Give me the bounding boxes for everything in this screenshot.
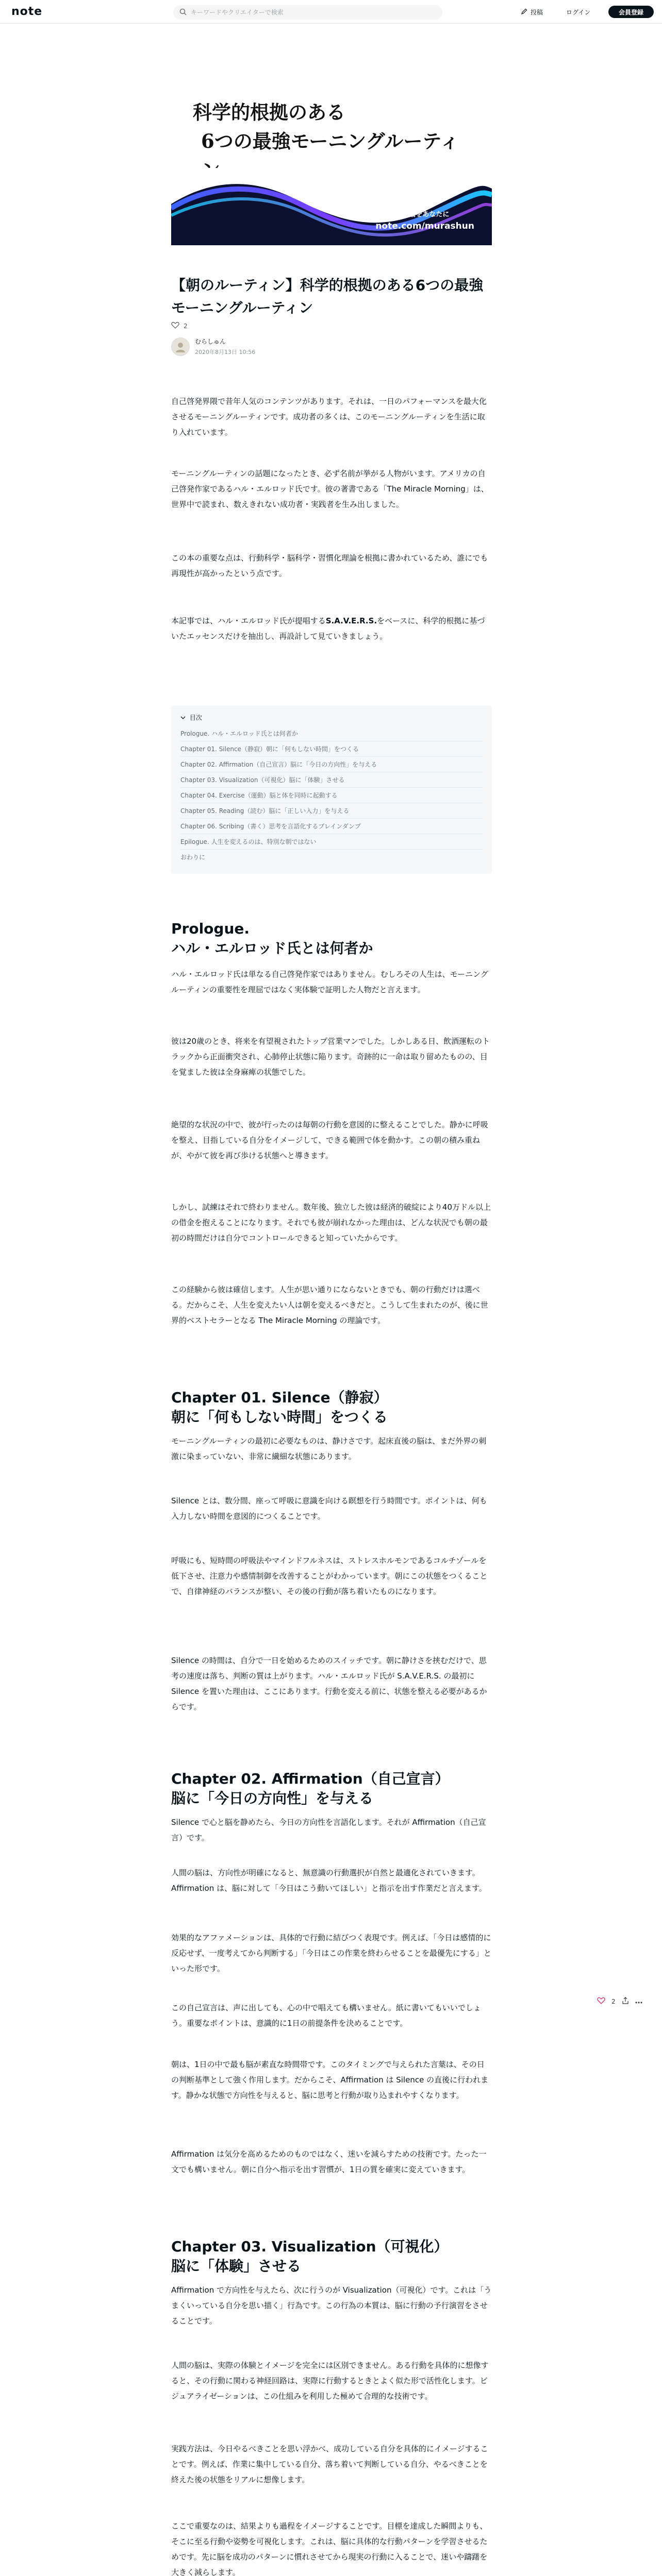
chevron-down-icon	[180, 714, 188, 721]
chapter-02-paragraph-5: 朝は、1日の中で最も脳が素直な時間帯です。このタイミングで与えられた言葉は、その日の判断基準として強く作用します。だからこそ、Affirmation は Silence の直後に行われます。静かな状態で方向性を与えると、脳に思考と行動が取り込まれやすくなります。	[171, 2060, 489, 2100]
author-name[interactable]: むらしゅん	[195, 338, 226, 345]
toc-item[interactable]: Chapter 03. Visualization（可視化）脳に「体験」させる	[180, 772, 483, 788]
toc-item[interactable]: Chapter 04. Exercise（運動）脳と体を同時に起動する	[180, 788, 483, 803]
hero-title-line-1: 科学的根拠のある	[193, 101, 345, 124]
floating-actions	[597, 1997, 642, 2006]
chapter-03-heading-line-2: 脳に「体験」させる	[171, 2258, 302, 2275]
chapter-01-paragraph-3: 呼吸にも、短時間の呼吸法やマインドフルネスは、ストレスホルモンであるコルチゾールを低下させ、注意力や感情制御を改善することがわかっています。朝にこの状態をつくることで、自律神経のバランスが整い、その後の行動が落ち着いたものになります。	[171, 1556, 488, 1596]
hero-banner-line-2: note.com/murashun	[375, 221, 474, 231]
post-label: 投稿	[531, 8, 543, 16]
chapter-01-paragraph-4: Silence の時間は、自分で一日を始めるためのスイッチです。朝に静けさを挟むだけで、思考の速度は落ち、判断の質は上がります。ハル・エルロッド氏が S.A.V.E.R.S. の最初に Silence を置いた理由は、ここにあります。行動を変える前に、状態を整える必要があるからです。	[171, 1656, 487, 1711]
prologue-paragraph-4: しかし、試練はそれで終わりません。数年後、独立した彼は経済的破綻により40万ドル以上の借金を抱えることになります。それでも彼が崩れなかった理由は、どんな状況でも朝の最初の時間だけは自分でコントロールできると知っていたからです。	[171, 1202, 491, 1243]
search-input[interactable]	[191, 9, 438, 16]
prologue-paragraph-3: 絶望的な状況の中で、彼が行ったのは毎朝の行動を意図的に整えることでした。静かに呼吸を整え、目指している自分をイメージして、できる範囲で体を動かす。この朝の積み重ねが、やがて彼を再び歩ける状態へと導きます。	[171, 1120, 488, 1160]
more-icon[interactable]	[635, 1998, 642, 2005]
chapter-03-paragraph-3: 実践方法は、今日やるべきことを思い浮かべ、成功している自分を具体的にイメージすることです。例えば、作業に集中している自分、落ち着いて判断している自分、やるべきことを終えた後の状態をリアルに想像します。	[171, 2444, 488, 2484]
prologue-paragraph-5: この経験から彼は確信します。人生が思い通りにならないときでも、朝の行動だけは選べる。だからこそ、人生を変えたい人は朝を変えるべきだと。こうして生まれたのが、後に世界的ベストセラーとなる The Miracle Morning の理論です。	[171, 1285, 488, 1325]
prologue-paragraph-1: ハル・エルロッド氏は単なる自己啓発作家ではありません。むしろその人生は、モーニングルーティンの重要性を理屈ではなく実体験で証明した人物だと言えます。	[171, 970, 488, 994]
signup-button[interactable]: 会員登録	[608, 6, 654, 18]
heart-icon[interactable]	[171, 321, 179, 330]
chapter-02-paragraph-3: 効果的なアファメーションは、具体的で行動に結びつく表現です。例えば、「今日は感情的に反応せず、一度考えてから判断する」「今日はこの作業を終わらせることを最優先にする」といった形です。	[171, 1933, 491, 1973]
publish-date: 2020年8月13日 10:56	[195, 349, 256, 355]
chapter-03-heading	[171, 2237, 492, 2276]
prologue-paragraph-2: 彼は20歳のとき、将来を有望視されたトップ営業マンでした。しかしある日、飲酒運転のトラックから正面衝突され、心肺停止状態に陥ります。奇跡的に一命は取り留めたものの、目を覚ました彼は全身麻痺の状態でした。	[171, 1037, 490, 1077]
toc-label: 目次	[189, 714, 202, 721]
hero-banner-line-1: 最高の進化論をあなたに	[375, 211, 450, 218]
chapter-02-heading	[171, 1769, 492, 1808]
search-icon	[179, 8, 187, 18]
avatar[interactable]	[171, 337, 190, 356]
toc-item[interactable]: Chapter 01. Silence（静寂）朝に「何もしない時間」をつくる	[180, 741, 483, 757]
author-info[interactable]	[171, 337, 255, 356]
chapter-03-paragraph-4: ここで重要なのは、結果よりも過程をイメージすることです。目標を達成した瞬間よりも、そこに至る行動や姿勢を可視化します。これは、脳に具体的な行動パターンを学習させるためです。先に脳を成功のパターンに慣れさせてから現実の行動に入ることで、迷いや躊躇を大きく減らします。	[171, 2521, 488, 2576]
intro-paragraph-3: この本の重要な点は、行動科学・脳科学・習慣化理論を根拠に書かれているため、誰にでも再現性が高かったという点です。	[171, 553, 488, 578]
avatar-icon	[174, 341, 187, 353]
wave-graphic	[171, 168, 492, 245]
post-button[interactable]	[521, 6, 543, 18]
chapter-01-heading-line-1: Chapter 01. Silence（静寂）	[171, 1389, 388, 1406]
chapter-03-paragraph-1: Affirmation で方向性を与えたら、次に行うのが Visualization（可視化）です。これは「うまくいっている自分を思い描く」行為です。この行為の本質は、脳に行動の予行演習をさせることです。	[171, 2285, 492, 2326]
intro-paragraph-1: 自己啓発界隈で昔年人気のコンテンツがあります。それは、一日のパフォーマンスを最大化させるモーニングルーティンです。成功者の多くは、このモーニングルーティンを生活に取り入れています。	[171, 397, 487, 437]
toc-item[interactable]: Prologue. ハル・エルロッド氏とは何者か	[180, 726, 483, 741]
intro-paragraph-4	[171, 613, 492, 644]
chapter-02-heading-line-1: Chapter 02. Affirmation（自己宣言）	[171, 1770, 450, 1787]
chapter-02-heading-line-2: 脳に「今日の方向性」を与える	[171, 1790, 374, 1807]
note-logo[interactable]: note	[11, 5, 43, 18]
pen-icon	[521, 8, 527, 16]
toc-item[interactable]: Epilogue. 人生を変えるのは、特別な朝ではない	[180, 834, 483, 850]
intro-paragraph-2: モーニングルーティンの話題になったとき、必ず名前が挙がる人物がいます。アメリカの自己啓発作家であるハル・エルロッド氏です。彼の著書である「The Miracle Morning」は、世界中で読まれ、数えきれない成功者・実践者を生み出しました。	[171, 469, 489, 509]
table-of-contents	[171, 706, 492, 874]
savers-bold: S.A.V.E.R.S.	[325, 616, 377, 625]
chapter-03-paragraph-2: 人間の脳は、実際の体験とイメージを完全には区別できません。ある行動を具体的に想像すると、その行動に関わる神経回路は、実際に行動するときとよく似た形で活性化します。ビジュアライゼーションは、この仕組みを利用した極めて合理的な技術です。	[171, 2361, 489, 2401]
chapter-02-paragraph-1: Silence で心と脳を静めたら、今日の方向性を言語化します。それが Affirmation（自己宣言）です。	[171, 1818, 486, 1842]
intro-4-post: をベースに、科学的根拠に基づいたエッセンスだけを抽出し、再設計して見ていきましょう。	[171, 616, 485, 641]
chapter-01-heading-line-2: 朝に「何もしない時間」をつくる	[171, 1409, 388, 1426]
chapter-01-paragraph-1: モーニングルーティンの最初に必要なものは、静けさです。起床直後の脳は、まだ外界の刺激に染まっていない、非常に繊細な状態にあります。	[171, 1436, 487, 1461]
toc-item[interactable]: Chapter 05. Reading（読む）脳に「正しい入力」を与える	[180, 803, 483, 819]
like-counter[interactable]	[171, 321, 188, 330]
side-like-count: 2	[611, 1997, 616, 2005]
toc-item[interactable]: おわりに	[180, 854, 206, 861]
chapter-03-heading-line-1: Chapter 03. Visualization（可視化）	[171, 2238, 449, 2255]
intro-4-pre: 本記事では、ハル・エルロッド氏が提唱する	[171, 616, 326, 625]
article-title: 【朝のルーティン】科学的根拠のある6つの最強モーニングルーティン	[171, 277, 484, 316]
like-count: 2	[184, 322, 188, 330]
toc-item[interactable]: Chapter 02. Affirmation（自己宣言）脳に「今日の方向性」を与える	[180, 757, 483, 772]
toc-header[interactable]	[180, 713, 483, 722]
prologue-heading-line-1: Prologue.	[171, 920, 250, 937]
hero-title-line-2: 6つの最強モーニングルーティ	[201, 130, 459, 152]
hero-banner-text	[375, 209, 474, 232]
prologue-heading	[171, 919, 492, 958]
chapter-02-paragraph-2: 人間の脳は、方向性が明確になると、無意識の行動選択が自然と最適化されていきます。Affirmation は、脳に対して「今日はこう動いてほしい」と指示を出す作業だと言えます。	[171, 1868, 487, 1893]
chapter-02-paragraph-4: この自己宣言は、声に出しても、心の中で唱えても構いません。紙に書いてもいいでしょう。重要なポイントは、意識的に1日の前提条件を決めることです。	[171, 2003, 481, 2028]
hero-banner	[171, 168, 492, 245]
toc-item[interactable]: Chapter 06. Scribing（書く）思考を言語化するブレインダンプ	[180, 819, 483, 834]
chapter-01-heading	[171, 1388, 492, 1427]
prologue-heading-line-2: ハル・エルロッド氏とは何者か	[171, 940, 373, 957]
chapter-02-paragraph-6: Affirmation は気分を高めるためのものではなく、迷いを減らすための技術です。たった一文でも構いません。朝に自分へ指示を出す習慣が、1日の質を確実に変えていきます。	[171, 2149, 487, 2174]
chapter-01-paragraph-2: Silence とは、数分間、座って呼吸に意識を向ける瞑想を行う時間です。ポイントは、何も入力しない時間を意図的につくることです。	[171, 1496, 487, 1521]
top-navigation-bar	[0, 0, 662, 24]
login-button[interactable]: ログイン	[566, 8, 591, 16]
hero-image	[171, 70, 492, 250]
share-icon[interactable]	[622, 1997, 629, 2006]
search-box[interactable]	[173, 5, 442, 20]
side-heart-icon[interactable]	[597, 1997, 605, 2006]
